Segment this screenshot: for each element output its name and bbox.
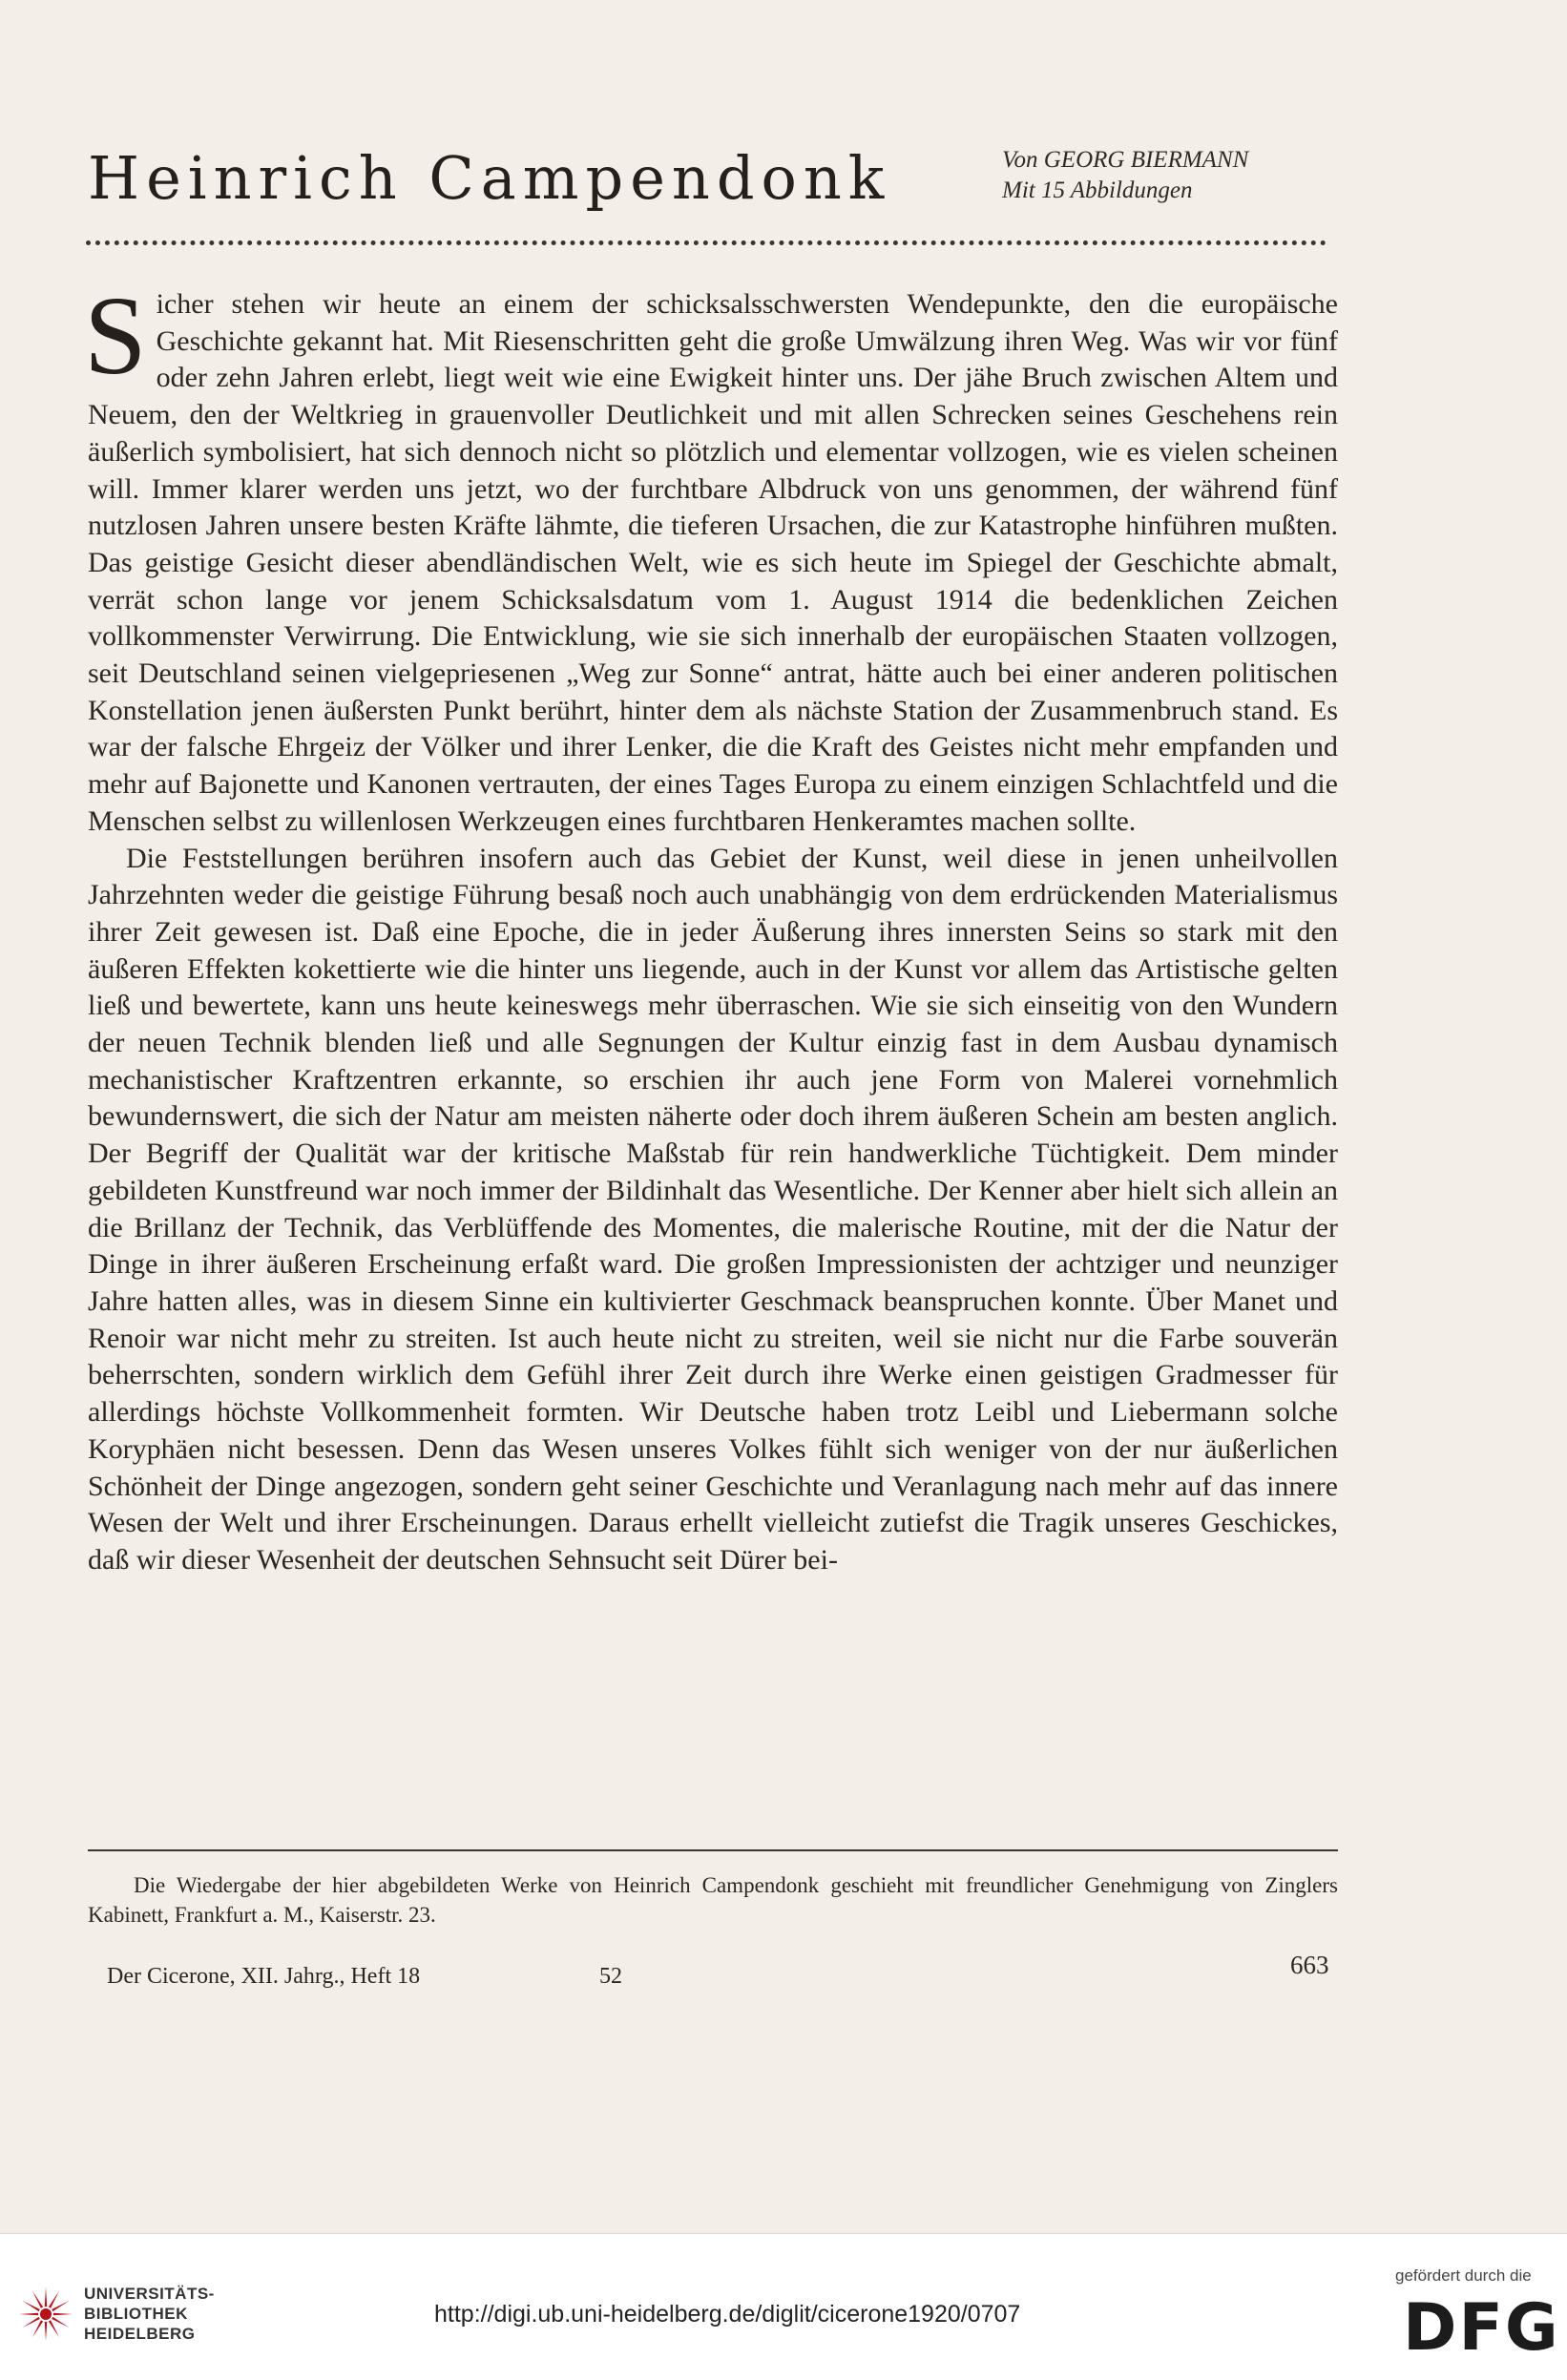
footnote: Die Wiedergabe der hier abgebildeten Werke von Heinrich Campendonk geschieht mit freundlicher Genehmigung von Zinglers Kabinett, Frankfurt a. M., Kaiserstr. 23.: [88, 1873, 1338, 1927]
university-library-name: [84, 2284, 215, 2344]
page-number: 663: [1290, 1951, 1329, 1979]
logo-ray: [49, 2291, 59, 2308]
byline-illustrations: Mit 15 Abbildungen: [1002, 177, 1193, 203]
logo-ray: [49, 2320, 59, 2337]
logo-ray: [23, 2317, 40, 2328]
footnote-divider: [88, 1849, 1338, 1851]
paragraph-1: [84, 273, 1338, 841]
article-title: Heinrich Campendonk: [88, 143, 891, 213]
byline-author: Von GEORG BIERMANN: [1002, 147, 1249, 173]
dfg-logo[interactable]: DFG: [1403, 2290, 1560, 2366]
logo-center: [40, 2308, 52, 2320]
logo-ray: [52, 2301, 69, 2311]
logo-ray: [45, 2322, 48, 2341]
viewer-footer-bar: [0, 2233, 1567, 2380]
logo-ray: [53, 2313, 73, 2316]
sheet-number: 52: [599, 1964, 622, 1989]
library-line-2: BIBLIOTHEK: [84, 2305, 188, 2323]
dotted-divider: [86, 240, 1327, 245]
byline: [1002, 145, 1248, 206]
logo-ray: [32, 2320, 43, 2337]
sponsor-label: gefördert durch die: [1395, 2266, 1532, 2285]
journal-citation: Der Cicerone, XII. Jahrg., Heft 18: [107, 1964, 421, 1989]
article-body: [84, 273, 1338, 1579]
paragraph-1-text: icher stehen wir heute an einem der schicksalsschwersten Wendepunkte, den die europäische Geschichte gekannt hat. Mit Riesenschritten geht die große Umwälzung ihren Weg. Was wir vor fünf oder zehn Jahren erlebt, liegt weit wie eine Ewigkeit hinter uns. Der jähe Bruch zwischen Altem und Neuem, den der Weltkrieg in grauenvoller Deutlichkeit und mit allen Schrecken seines Geschehens rein äußerlich symbolisiert, hat sich dennoch nicht so plötzlich und elementar vollzogen, wie es vielen scheinen will. Immer klarer werden uns jetzt, wo der furchtbare Albdruck von uns genommen, der während fünf nutzlosen Jahren unsere besten Kräfte lähmte, die tieferen Ursachen, die zur Katastrophe hinführen mußten. Das geistige Gesicht dieser abendländischen Welt, wie es sich heute im Spiegel der Geschichte abmalt, verrät schon lange vor jenem Schicksalsdatum vom 1. August 1914 die bedenklichen Zeichen vollkommenster Verwirrung. Die Entwicklung, wie sie sich innerhalb der europäischen Staaten vollzogen, seit Deutschland seinen vielgepriesenen „Weg zur Sonne“ antrat, hätte auch bei einer anderen politischen Konstellation jenen äußersten Punkt berührt, hinter dem als nächste Station der Zusammenbruch stand. Es war der falsche Ehrgeiz der Völker und ihrer Lenker, die die Kraft des Geistes nicht mehr empfanden und mehr auf Bajonette und Kanonen vertrauten, der eines Tages Europa zu einem einzigen Schlachtfeld und die Menschen selbst zu willenlosen Werkzeugen eines furchtbaren Henkeramtes machen sollte.: [88, 288, 1338, 837]
permalink-url[interactable]: http://digi.ub.uni-heidelberg.de/diglit/cicerone1920/0707: [434, 2301, 1021, 2328]
paragraph-2: Die Feststellungen berühren insofern auch das Gebiet der Kunst, weil diese in jenen unheilvollen Jahrzehnten weder die geistige Führung besaß noch auch unabhängig von dem erdrückenden Materialismus ihrer Zeit gewesen ist. Daß eine Epoche, die in jeder Äußerung ihres innersten Seins so stark mit den äußeren Effekten kokettierte wie die hinter uns liegende, auch in der Kunst vor allem das Artistische gelten ließ und bewertete, kann uns heute keineswegs mehr überraschen. Wie sie sich einseitig von den Wundern der neuen Technik blenden ließ und alle Segnungen der Kultur einzig fast in dem Ausbau dynamisch mechanistischer Kraftzentren erkannte, so erschien ihr auch jene Form von Malerei vornehmlich bewundernswert, die sich der Natur am meisten näherte oder doch ihrem äußeren Schein am besten anglich. Der Begriff der Qualität war der kritische Maßstab für rein handwerkliche Tüchtigkeit. Dem minder gebildeten Kunstfreund war noch immer der Bildinhalt das Wesentliche. Der Kenner aber hielt sich allein an die Brillanz der Technik, das Verblüffende des Momentes, die malerische Routine, mit der die Natur der Dinge in ihrer äußeren Erscheinung erfaßt ward. Die großen Impressionisten der achtziger und neunziger Jahre hatten alles, was in diesem Sinne ein kultivierter Geschmack beanspruchen konnte. Über Manet und Renoir war nicht mehr zu streiten. Ist auch heute nicht zu streiten, weil sie nicht nur die Farbe souverän beherrschten, sondern wirklich dem Gefühl ihrer Zeit durch ihre Werke einen geistigen Gradmesser für allerdings höchste Vollkommenheit formten. Wir Deutsche haben trotz Leibl und Liebermann solche Koryphäen nicht besessen. Denn das Wesen unseres Volkes fühlt sich weniger von der nur äußerlichen Schönheit der Dinge angezogen, sondern geht seiner Geschichte und Veranlagung nach mehr auf das innere Wesen der Welt und ihrer Erscheinungen. Daraus erhellt vielleicht zutiefst die Tragik unseres Geschickes, daß wir dieser Wesenheit der deutschen Sehnsucht seit Dürer bei-: [88, 842, 1338, 1576]
library-line-1: UNIVERSITÄTS-: [84, 2285, 215, 2303]
library-line-3: HEIDELBERG: [84, 2325, 196, 2343]
drop-cap: S: [84, 273, 147, 398]
logo-ray: [45, 2287, 48, 2307]
logo-ray: [32, 2291, 43, 2308]
university-library-logo-icon[interactable]: [17, 2286, 74, 2343]
logo-ray: [23, 2301, 40, 2311]
logo-ray: [19, 2313, 38, 2316]
logo-ray: [52, 2317, 69, 2328]
